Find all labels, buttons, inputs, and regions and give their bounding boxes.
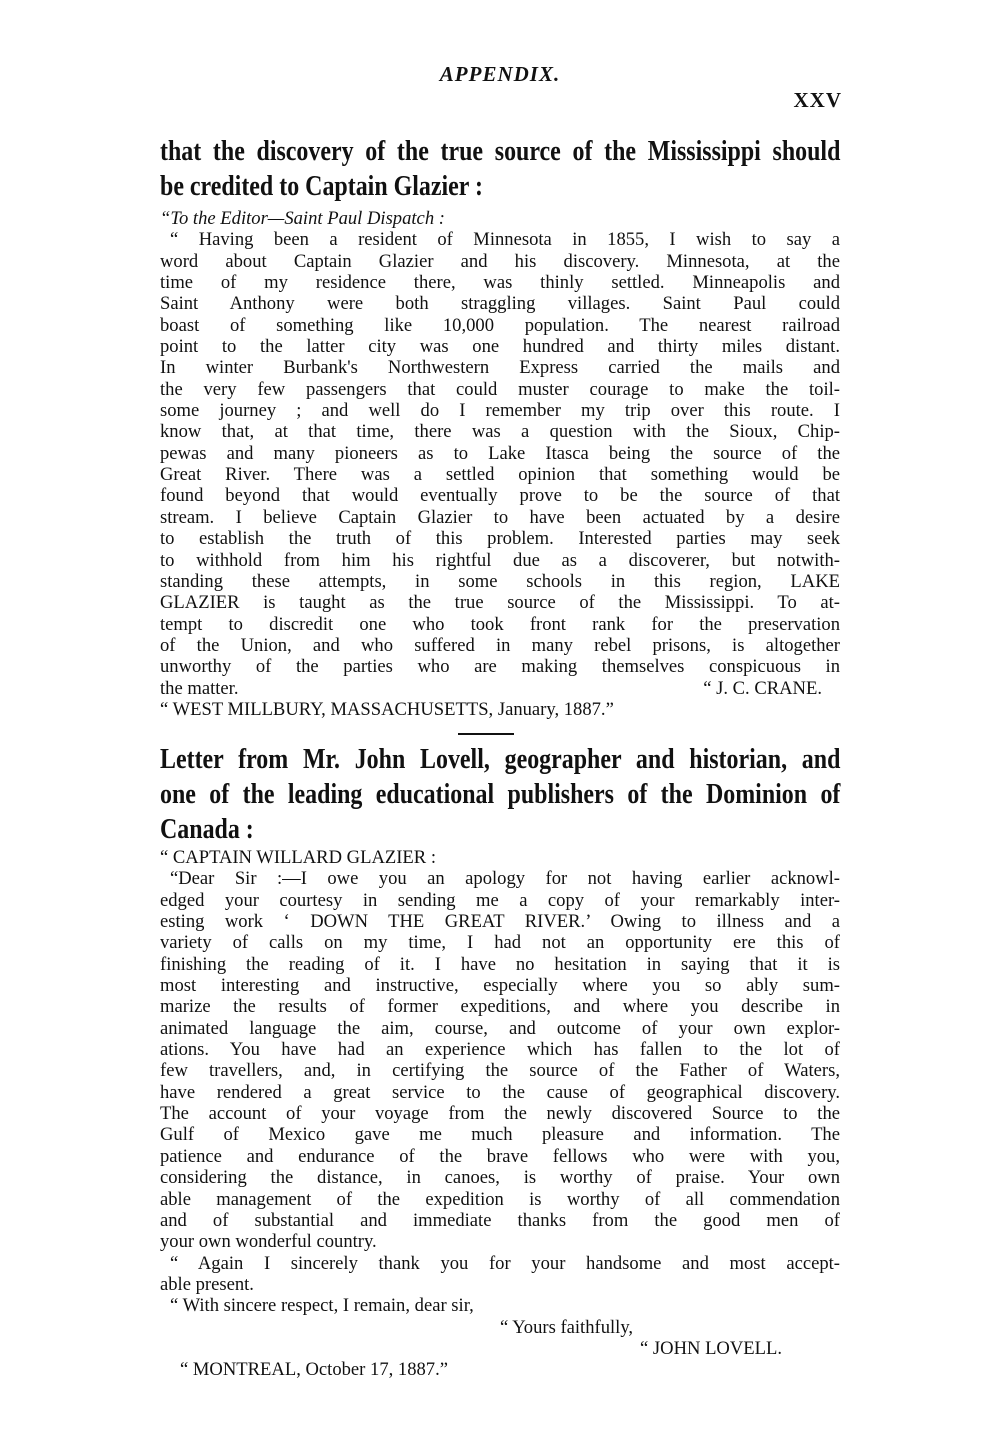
text-line xyxy=(160,975,840,996)
line-text: finishing the reading of it. I have no hesitation in saying that it is xyxy=(160,953,840,975)
text-line xyxy=(160,996,840,1017)
text-line xyxy=(160,229,840,250)
text-line xyxy=(160,614,840,635)
text-line xyxy=(160,571,840,592)
text-line xyxy=(160,272,840,293)
line-text: pewas and many pioneers as to Lake Itasca being the source of the xyxy=(160,442,840,464)
lovell-letter xyxy=(160,847,840,1381)
line-text: edged your courtesy in sending me a copy of your remarkably inter- xyxy=(160,889,840,911)
line-text: have rendered a great service to the cause of geographical discovery. xyxy=(160,1081,840,1103)
text-line xyxy=(160,1060,840,1081)
line-text: most interesting and instructive, especially where you so ably sum- xyxy=(160,975,840,997)
text-line xyxy=(160,336,840,357)
line-text: to withhold from him his rightful due as a discoverer, but notwith- xyxy=(160,549,840,571)
text-line xyxy=(160,293,840,314)
line-text: ations. You have had an experience which has fallen to the lot of xyxy=(160,1039,840,1061)
text-line xyxy=(160,1124,840,1145)
line-text: “ Again I sincerely thank you for your handsome and most accept- xyxy=(170,1252,840,1274)
crane-letter xyxy=(160,208,840,720)
line-text: “ Yours faithfully, xyxy=(500,1316,634,1338)
intro-heading xyxy=(160,134,840,204)
text-line xyxy=(160,251,840,272)
line-text: “Dear Sir :—I owe you an apology for not having earlier acknowl- xyxy=(170,868,840,890)
text-line xyxy=(160,550,840,571)
line-text: esting work ‘ DOWN THE GREAT RIVER.’ Owing to illness and a xyxy=(160,911,840,933)
text-line xyxy=(160,1338,840,1359)
text-line xyxy=(160,777,840,812)
line-text: the very few passengers that could muster courage to make the toil- xyxy=(160,378,840,400)
text-line xyxy=(160,911,840,932)
text-line xyxy=(160,1359,840,1380)
text-line xyxy=(160,315,840,336)
line-text: stream. I believe Captain Glazier to have been actuated by a desire xyxy=(160,506,840,528)
text-line xyxy=(160,1274,840,1295)
text-line xyxy=(160,421,840,442)
text-line xyxy=(160,379,840,400)
running-header: APPENDIX. xyxy=(439,62,561,86)
line-text: Canada : xyxy=(160,814,254,845)
text-line xyxy=(160,847,840,868)
line-text: Saint Anthony were both straggling villages. Saint Paul could xyxy=(160,293,840,315)
text-line xyxy=(160,464,840,485)
line-text: “To the Editor—Saint Paul Dispatch : xyxy=(160,208,445,229)
text-line xyxy=(160,699,840,720)
line-text: and of substantial and immediate thanks from the good men of xyxy=(160,1209,840,1231)
line-text: patience and endurance of the brave fellows who were with you, xyxy=(160,1145,840,1167)
line-text: to establish the truth of this problem. Interested parties may seek xyxy=(160,528,840,550)
line-text: boast of something like 10,000 population. The nearest railroad xyxy=(160,314,840,336)
text-line xyxy=(160,592,840,613)
line-text: one of the leading educational publishers of the Dominion of xyxy=(160,779,841,810)
text-line xyxy=(160,1231,840,1252)
text-line xyxy=(160,1317,840,1338)
text-line xyxy=(160,954,840,975)
line-text: be credited to Captain Glazier : xyxy=(160,171,483,202)
line-text: considering the distance, in canoes, is worthy of praise. Your own xyxy=(160,1167,840,1189)
line-text: “ With sincere respect, I remain, dear sir, xyxy=(170,1295,474,1317)
text-line xyxy=(160,1210,840,1231)
text-line xyxy=(160,1295,840,1316)
text-line xyxy=(160,742,840,777)
text-line xyxy=(160,635,840,656)
line-text: “ JOHN LOVELL. xyxy=(640,1337,783,1359)
text-line xyxy=(160,400,840,421)
line-text: point to the latter city was one hundred and thirty miles distant. xyxy=(160,336,840,358)
line-text: standing these attempts, in some schools in this region, LAKE xyxy=(160,570,840,592)
text-line xyxy=(160,528,840,549)
line-text: able management of the expedition is worthy of all commendation xyxy=(160,1188,840,1210)
text-line xyxy=(160,443,840,464)
line-text: found beyond that would eventually prove to be the source of that xyxy=(160,485,840,507)
line-text: unworthy of the parties who are making themselves conspicuous in xyxy=(160,656,840,678)
text-line xyxy=(160,169,840,204)
section-divider xyxy=(458,733,514,735)
text-line xyxy=(160,1253,840,1274)
line-text: able present. xyxy=(160,1273,254,1295)
line-text: few travellers, and, in certifying the source of the Father of Waters, xyxy=(160,1060,840,1082)
line-text: of the Union, and who suffered in many rebel prisons, is altogether xyxy=(160,634,840,656)
line-text: “ CAPTAIN WILLARD GLAZIER : xyxy=(160,847,437,868)
page-number: XXV xyxy=(793,88,842,112)
text-line xyxy=(160,485,840,506)
line-text: some journey ; and well do I remember my trip over this route. I xyxy=(160,400,840,422)
text-line xyxy=(160,890,840,911)
text-line xyxy=(160,1082,840,1103)
line-text: In winter Burbank's Northwestern Express carried the mails and xyxy=(160,357,840,379)
text-line xyxy=(160,1146,840,1167)
text-line xyxy=(160,678,840,699)
text-line xyxy=(160,812,840,847)
text-line xyxy=(160,507,840,528)
line-text: the matter. xyxy=(160,677,239,699)
text-line xyxy=(160,1039,840,1060)
text-line xyxy=(160,1167,840,1188)
text-line xyxy=(160,208,840,229)
line-text: marize the results of former expeditions, and where you describe in xyxy=(160,996,840,1018)
text-line xyxy=(160,357,840,378)
text-line xyxy=(160,868,840,889)
line-text: “ Having been a resident of Minnesota in 1855, I wish to say a xyxy=(170,229,840,251)
text-line xyxy=(160,1103,840,1124)
line-text: word about Captain Glazier and his discovery. Minnesota, at the xyxy=(160,250,840,272)
text-line xyxy=(160,134,840,169)
line-text: your own wonderful country. xyxy=(160,1231,377,1253)
line-text: animated language the aim, course, and outcome of your own explor- xyxy=(160,1017,840,1039)
lovell-heading xyxy=(160,742,840,847)
line-text: Great River. There was a settled opinion that something would be xyxy=(160,464,840,486)
line-text: tempt to discredit one who took front rank for the preservation xyxy=(160,613,840,635)
text-line xyxy=(160,1018,840,1039)
line-text: that the discovery of the true source of the Mississippi should xyxy=(160,136,841,167)
line-text: variety of calls on my time, I had not an opportunity ere this of xyxy=(160,932,840,954)
line-text: “ WEST MILLBURY, MASSACHUSETTS, January, 1887.” xyxy=(160,698,614,720)
line-text: Gulf of Mexico gave me much pleasure and information. The xyxy=(160,1124,840,1146)
signature: “ J. C. CRANE. xyxy=(703,677,822,699)
text-line xyxy=(160,1189,840,1210)
line-text: “ MONTREAL, October 17, 1887.” xyxy=(180,1359,449,1381)
line-text: time of my residence there, was thinly settled. Minneapolis and xyxy=(160,272,840,294)
line-text: know that, at that time, there was a question with the Sioux, Chip- xyxy=(160,421,840,443)
text-line xyxy=(160,932,840,953)
line-text: GLAZIER is taught as the true source of the Mississippi. To at- xyxy=(160,592,840,614)
line-text: Letter from Mr. John Lovell, geographer and historian, and xyxy=(160,744,841,775)
line-text: The account of your voyage from the newly discovered Source to the xyxy=(160,1103,840,1125)
text-line xyxy=(160,656,840,677)
